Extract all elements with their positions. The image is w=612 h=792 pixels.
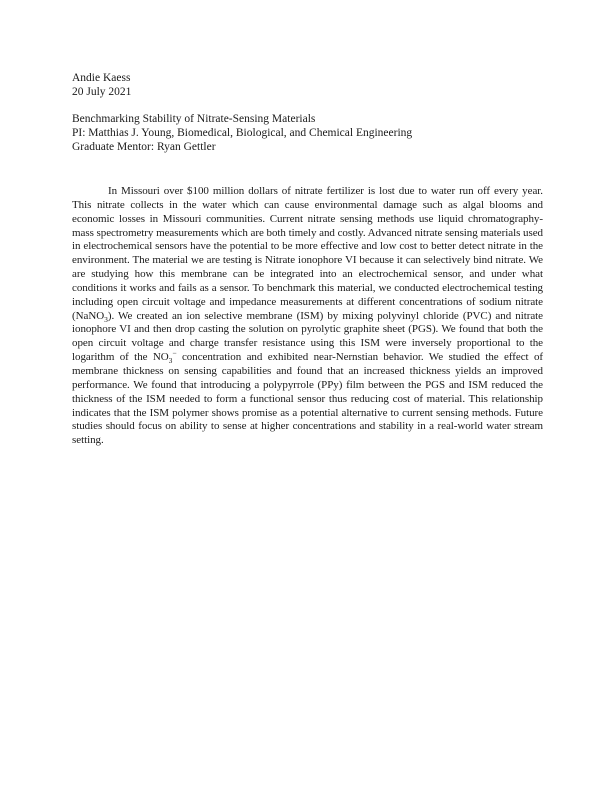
date: 20 July 2021 bbox=[72, 85, 132, 98]
graduate-mentor: Graduate Mentor: Ryan Gettler bbox=[72, 140, 216, 153]
abstract-text-part-1: In Missouri over $100 million dollars of nitrate fertilizer is lost due to water run off every year. This nitrate collects in the water which can cause environmental damage such as algal blooms and economic losses in Missouri communities. Current nitrate sensing methods use liquid chromatography-mass spectrometry measurements which are both timely and costly. Advanced nitrate sensing materials used in electrochemical sensors have the potential to be more effective and low cost to better detect nitrate in the environment. The material we are testing is Nitrate ionophore VI because it can selectively bind nitrate. We are studying how this membrane can be integrated into an electrochemical sensor, and under what conditions it works and fails as a sensor. To benchmark this material, we conducted electrochemical testing including open circuit voltage and impedance measurements at different concentrations of sodium nitrate (NaNO bbox=[72, 185, 543, 322]
abstract-text-part-3: concentration and exhibited near-Nernstian behavior. We studied the effect of membrane thickness on sensing capabilities and found that an increased thickness yields an improved performance. We found that introducing a polypyrrole (PPy) film between the PGS and ISM reduced the thickness of the ISM needed to form a functional sensor thus reducing cost of material. This relationship indicates that the ISM polymer shows promise as a potential alternative to current sensing methods. Future studies should focus on ability to sense at higher concentrations and stability in a real-world water stream setting. bbox=[72, 351, 544, 447]
abstract-paragraph bbox=[72, 185, 543, 448]
no3-subscript: 3 bbox=[168, 356, 173, 366]
author-name: Andie Kaess bbox=[72, 72, 131, 84]
no3-charge-superscript: − bbox=[172, 348, 177, 358]
abstract-text-part-2: ). We created an ion selective membrane (ISM) by mixing polyvinyl chloride (PVC) and nitrate ionophore VI and then drop casting the solution on pyrolytic graphite sheet (PGS). We found that both the open circuit voltage and charge transfer resistance using this ISM were inversely proportional to the logarithm of the NO bbox=[72, 309, 543, 364]
nano3-subscript: 3 bbox=[104, 314, 108, 324]
spacer bbox=[72, 100, 542, 114]
header-block bbox=[72, 72, 542, 155]
document-title: Benchmarking Stability of Nitrate-Sensing Materials bbox=[72, 113, 316, 126]
principal-investigator: PI: Matthias J. Young, Biomedical, Biological, and Chemical Engineering bbox=[72, 127, 413, 140]
